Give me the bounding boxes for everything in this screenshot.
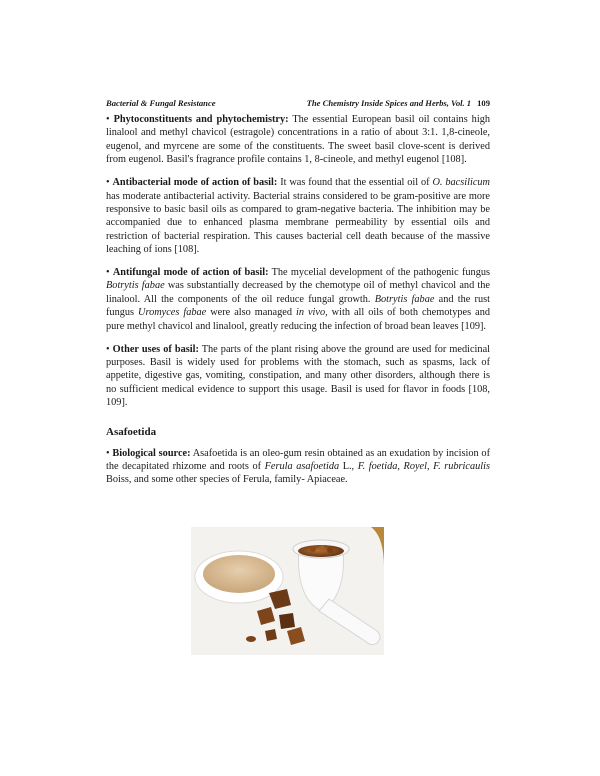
paragraph-heading: Phytoconstituents and phytochemistry: [113, 114, 289, 125]
running-header [106, 98, 490, 108]
paragraph-heading: Other uses of basil: [112, 343, 199, 355]
asafoetida-paragraphs [106, 447, 490, 487]
paragraph-heading: Antibacterial mode of action of basil: [112, 177, 278, 189]
paragraph-text: and the rust fungus [106, 293, 491, 319]
italic-term: F. rubricaulis [433, 461, 490, 473]
paragraph-text: Boiss, and some other species of Ferula, family- Apiaceae. [106, 474, 348, 486]
italic-term: O. bacsilicum [432, 177, 490, 189]
paragraph-text: , with all oils of both chemotypes and pure methyl chavicol and linalool, greatly reducing the infection of broad bean leaves [109]. [106, 307, 490, 332]
bullet-paragraph [106, 266, 490, 333]
bullet-marker: • [106, 267, 113, 279]
bullet-paragraph [106, 447, 490, 487]
bullet-marker: • [106, 343, 113, 355]
italic-term: in vivo [295, 307, 326, 319]
paragraph-text: The mycelial development of the pathogenic fungus [268, 267, 490, 279]
paragraph-text: L., [339, 461, 358, 473]
bullet-marker: • [106, 177, 113, 189]
paragraph-text: Asafoetida is an oleo-gum resin obtained as an exudation by incision of the decapitated rhizome and roots of [106, 447, 490, 473]
bullet-paragraph [106, 176, 490, 256]
paragraph-text: It was found that the essential oil of [277, 177, 433, 189]
page-body [106, 113, 490, 496]
section-heading: Asafoetida [106, 425, 157, 438]
bullet-marker: • [106, 447, 113, 459]
italic-term: Botrytis fabae [374, 293, 435, 305]
paragraph-text: was substantially decreased by the chemotype oil of methyl chavicol and the linalool. All the components of the oil reduce fungal growth. [106, 280, 490, 305]
header-chapter-title: Bacterial & Fungal Resistance [106, 98, 216, 108]
page-number: 109 [477, 98, 490, 108]
bullet-paragraph [106, 343, 490, 410]
asafoetida-photo [191, 527, 384, 655]
paragraph-text: The parts of the plant rising above the ground are used for medicinal purposes. Basil is widely used for problems with the stomach, such as spasms, lack of appetite, digestive gas, vomiting, constipation, and many other disorders, although there is no sufficient medical evidence to support this usage. Basil is used for flavor in foods [108, 109]. [106, 343, 491, 409]
italic-term: Uromyces fabae [138, 307, 207, 319]
paragraph-text: The essential European basil oil contains high linalool and methyl chavicol (estragole) concentrations in a ratio of about 3:1. 1,8-cineole, eugenol, and myrcene are some of the constituents. The sweet basil clove-scent is derived from eugenol. Basil's fragrance profile contains 1, 8-cineole, and methyl eugenol [108]. [106, 114, 490, 166]
header-book-info [307, 98, 490, 108]
paragraph-text: has moderate antibacterial activity. Bacterial strains considered to be gram-positive are more responsive to basic basil oils as compared to gram-negative bacteria. The inhibition may be accompanied due to enhanced plasma membrane permeability by essential oils and restriction of bacterial respiration. This causes bacterial cell death because of the massive leaching of ions [108]. [106, 190, 490, 256]
asafoetida-photo-illustration [191, 527, 384, 655]
italic-term: Botrytis fabae [106, 280, 165, 292]
paragraph-heading: Antifungal mode of action of basil: [112, 267, 269, 279]
header-book-title: The Chemistry Inside Spices and Herbs, Vol. 1 [306, 98, 472, 108]
bullet-paragraph [106, 113, 490, 167]
basil-paragraphs [106, 113, 490, 410]
italic-term: F. foetida, Royel [357, 461, 427, 473]
bullet-marker: • [106, 114, 114, 125]
paragraph-heading: Biological source: [112, 447, 191, 459]
italic-term: Ferula asafoetida [264, 461, 340, 473]
paragraph-text: , [426, 461, 434, 473]
paragraph-text: were also managed [206, 307, 296, 319]
